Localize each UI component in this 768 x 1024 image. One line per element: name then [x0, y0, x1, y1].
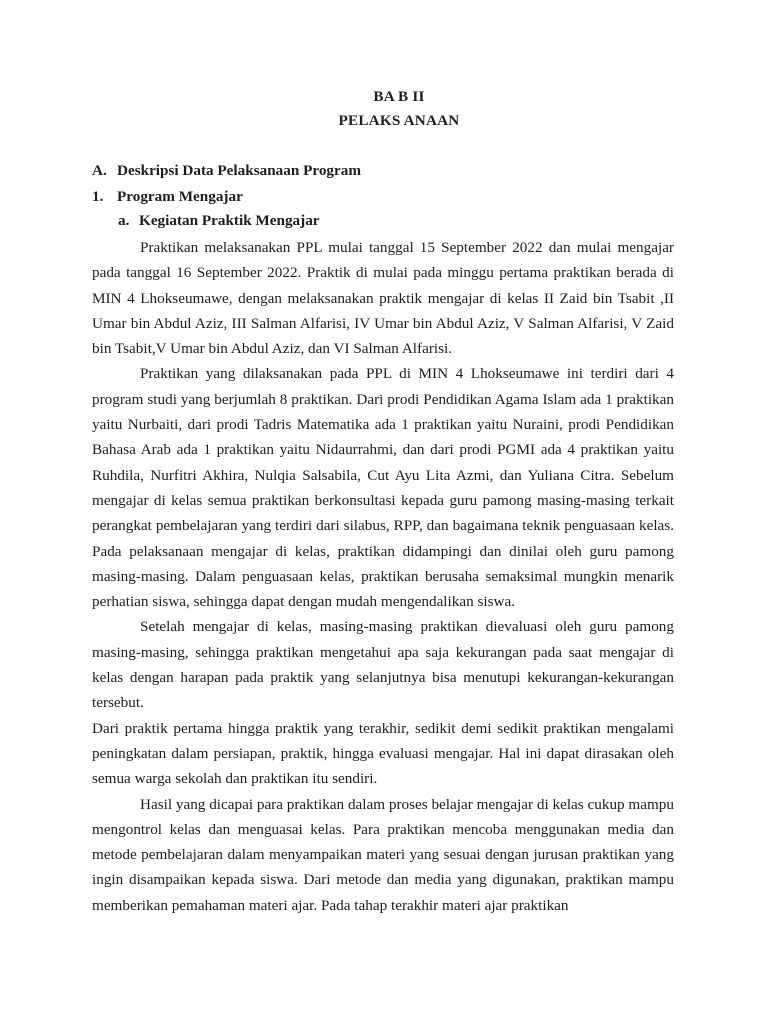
body-text — [92, 235, 674, 918]
subsection-number: a. — [118, 212, 130, 229]
subsection-heading-a — [118, 212, 320, 230]
section-heading-1 — [92, 188, 243, 206]
section-heading-a — [92, 162, 361, 180]
section-number: A. — [92, 162, 107, 179]
chapter-title: PELAKS ANAAN — [338, 112, 460, 129]
chapter-number: BA B II — [373, 88, 425, 105]
paragraph-4: Dari praktik pertama hingga praktik yang terakhir, sedikit demi sedikit praktikan mengalami peningkatan dalam persiapan, praktik, hingga evaluasi mengajar. Hal ini dapat dirasakan oleh semua warga sekolah dan praktikan itu sendiri. — [92, 719, 674, 788]
subsection-label: Kegiatan Praktik Mengajar — [139, 212, 320, 229]
paragraph-5: Hasil yang dicapai para praktikan dalam proses belajar mengajar di kelas cukup mampu mengontrol kelas dan menguasai kelas. Para praktikan mencoba menggunakan media dan metode pembelajaran dalam menyampaikan materi yang sesuai dengan jurusan praktikan yang ingin disampaikan kepada siswa. Dari metode dan media yang digunakan, praktikan mampu memberikan pemahaman materi ajar. Pada tahap terakhir materi ajar praktikan — [92, 795, 674, 914]
paragraph-3: Setelah mengajar di kelas, masing-masing praktikan dievaluasi oleh guru pamong masing-masing, sehingga praktikan mengetahui apa saja kekurangan pada saat mengajar di kelas dengan harapan pada praktik yang selanjutnya bisa menutupi kekurangan-kekurangan tersebut. — [92, 618, 674, 712]
section-number: 1. — [92, 188, 104, 205]
paragraph-1: Praktikan melaksanakan PPL mulai tanggal 15 September 2022 dan mulai mengajar pada tanggal 16 September 2022. Praktik di mulai pada minggu pertama praktikan berada di MIN 4 Lhokseumawe, dengan melaksanakan praktik mengajar di kelas II Zaid bin Tsabit ,II Umar bin Abdul Aziz, III Salman Alfarisi, IV Umar bin Abdul Aziz, V Salman Alfarisi, V Zaid bin Tsabit,V Umar bin Abdul Aziz, dan VI Salman Alfarisi. — [92, 239, 674, 358]
section-label: Deskripsi Data Pelaksanaan Program — [117, 162, 361, 179]
section-label: Program Mengajar — [117, 188, 243, 205]
paragraph-2: Praktikan yang dilaksanakan pada PPL di MIN 4 Lhokseumawe ini terdiri dari 4 program studi yang berjumlah 8 praktikan. Dari prodi Pendidikan Agama Islam ada 1 praktikan yaitu Nurbaiti, dari prodi Tadris Matematika ada 1 praktikan yaitu Nuraini, prodi Pendidikan Bahasa Arab ada 1 praktikan yaitu Nidaurrahmi, dan dari prodi PGMI ada 4 praktikan yaitu Ruhdila, Nurfitri Akhira, Nulqia Salsabila, Cut Ayu Lita Azmi, dan Yuliana Citra. Sebelum mengajar di kelas semua praktikan berkonsultasi kepada guru pamong masing-masing terkait perangkat pembelajaran yang terdiri dari silabus, RPP, dan bagaimana teknik penguasaan kelas. Pada pelaksanaan mengajar di kelas, praktikan didampingi dan dinilai oleh guru pamong masing-masing. Dalam penguasaan kelas, praktikan berusaha semaksimal mungkin menarik perhatian siswa, sehingga dapat dengan mudah mengendalikan siswa. — [92, 365, 674, 611]
